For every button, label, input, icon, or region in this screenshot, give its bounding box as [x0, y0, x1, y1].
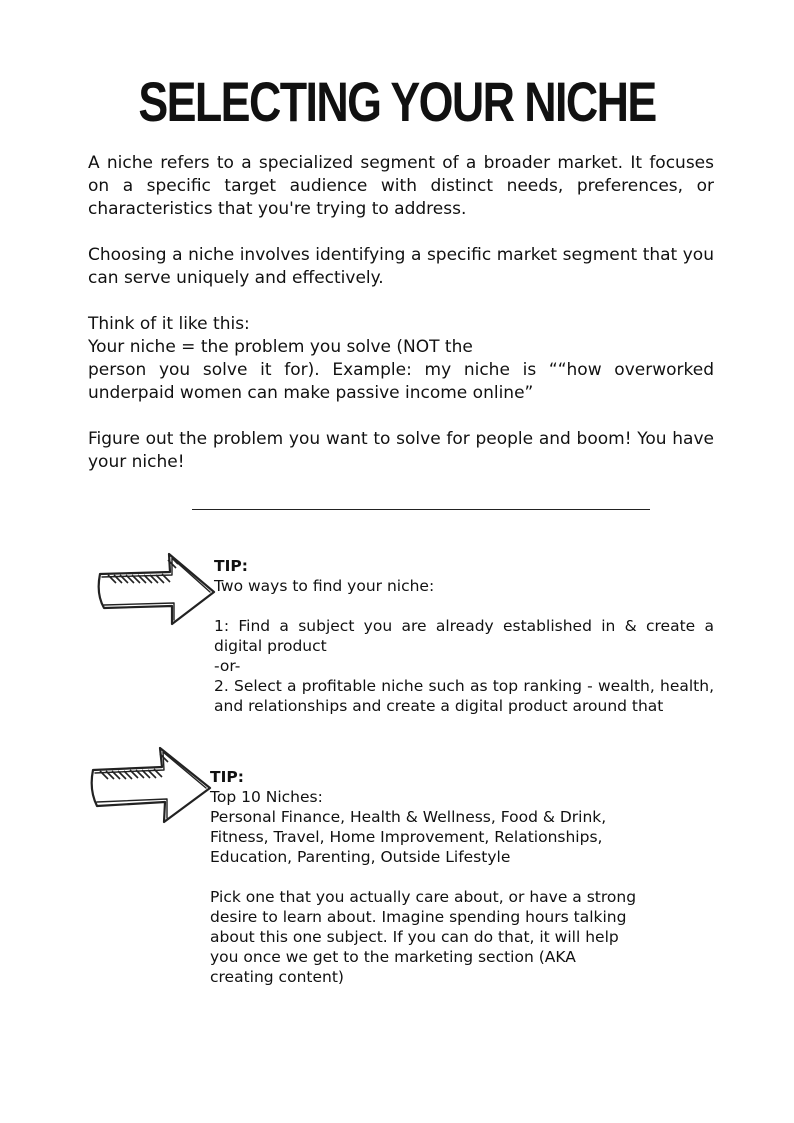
intro-section — [88, 152, 714, 474]
tip-find-niche — [214, 556, 714, 716]
page-title: SELECTING YOUR NICHE — [138, 70, 656, 133]
hand-drawn-arrow-icon — [94, 550, 220, 628]
section-divider — [192, 509, 650, 510]
tip-option-established: 1: Find a subject you are already established in & create a digital product — [214, 617, 714, 655]
intro-paragraph-definition: A niche refers to a specialized segment of a broader market. It focuses on a specific target audience with distinct needs, preferences, or characteristics that you're trying to address. — [88, 153, 714, 219]
intro-paragraph-conclusion: Figure out the problem you want to solve for people and boom! You have your niche! — [88, 429, 714, 472]
advice-line: desire to learn about. Imagine spending hours talking — [210, 908, 627, 926]
advice-line: Pick one that you actually care about, or have a strong — [210, 888, 637, 906]
advice-line: you once we get to the marketing section (AKA — [210, 948, 576, 966]
intro-line-niche-equation: Your niche = the problem you solve (NOT the — [88, 337, 473, 357]
tip-separator: -or- — [214, 657, 241, 675]
tip-option-profitable: 2. Select a profitable niche such as top ranking - wealth, health, and relationships and create a digital product around that — [214, 677, 714, 715]
intro-line-think: Think of it like this: — [88, 314, 250, 334]
advice-line: about this one subject. If you can do that, it will help — [210, 928, 619, 946]
tip-label: TIP: — [214, 557, 248, 575]
tip-heading: Top 10 Niches: — [210, 788, 323, 806]
hand-drawn-arrow-icon — [88, 744, 214, 826]
tip-label: TIP: — [210, 768, 244, 786]
intro-paragraph-choosing: Choosing a niche involves identifying a specific market segment that you can serve uniquely and effectively. — [88, 245, 714, 288]
advice-line: creating content) — [210, 968, 344, 986]
tip-heading: Two ways to find your niche: — [214, 577, 435, 595]
niches-list-line: Fitness, Travel, Home Improvement, Relationships, — [210, 828, 603, 846]
intro-paragraph-example: person you solve it for). Example: my niche is ““how overworked underpaid women can make passive income online” — [88, 360, 714, 403]
niches-list-line: Personal Finance, Health & Wellness, Food & Drink, — [210, 808, 607, 826]
niches-list-line: Education, Parenting, Outside Lifestyle — [210, 848, 511, 866]
tip-top-niches — [210, 767, 710, 987]
